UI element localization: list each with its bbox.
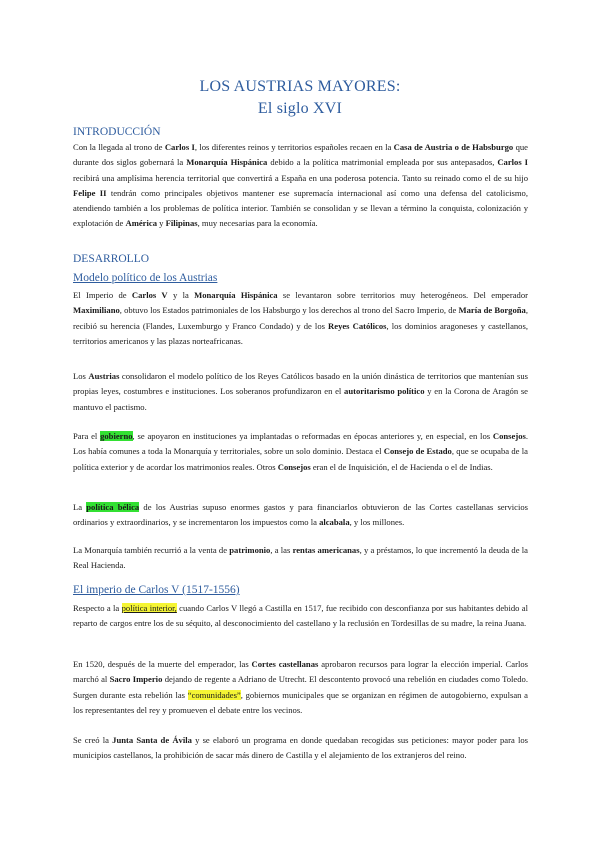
bold-term: Monarquía Hispánica	[186, 157, 268, 168]
highlighted-term: política interior,	[121, 603, 177, 613]
document-subtitle: El siglo XVI	[257, 100, 343, 117]
section-heading-charles-v: El imperio de Carlos V (1517-1556)	[73, 584, 240, 596]
bold-term: Cortes castellanas	[251, 659, 319, 669]
development-heading: DESARROLLO	[73, 253, 150, 265]
highlighted-term: “comunidades”	[187, 689, 241, 700]
bold-term: autoritarismo político	[344, 386, 425, 397]
intro-heading: INTRODUCCIÓN	[73, 126, 161, 138]
paragraph-junta-santa: Se creó la Junta Santa de Ávila y se elaboró un programa en donde quedaban recogidas sus peticiones: mayor poder para los municipios castellanos, la prohibición de sacar más dinero de Castilla y el alejamiento de los extranjeros del reino.	[73, 735, 528, 761]
bold-term: Maximiliano	[73, 305, 120, 316]
bold-term: Filipinas	[165, 218, 198, 229]
bold-term: Reyes Católicos	[328, 320, 387, 331]
bold-term: rentas americanas	[292, 545, 360, 555]
bold-term: Monarquía Hispánica	[194, 290, 278, 300]
paragraph-comunidades: En 1520, después de la muerte del emperador, las Cortes castellanas aprobaron recursos para lograr la elección imperial. Carlos marchó al Sacro Imperio dejando de regente a Adriano de Utrecht. El descontento provocó una rebelión en ciudades como Toledo. Surgen durante esta rebelión las “comunidades”, gobiernos municipales que se organizan en régimen de autogobierno, expulsan a los representantes del rey y promueven el debate entre los vecinos.	[73, 659, 528, 715]
document-title: LOS AUSTRIAS MAYORES:	[199, 78, 401, 95]
paragraph-empire: El Imperio de Carlos V y la Monarquía Hispánica se levantaron sobre territorios muy heterogéneos. Del emperador Maximiliano, obtuvo los Estados patrimoniales de los Habsburgo y los derechos al trono del Sacro Imperio, de María de Borgoña, recibió su herencia (Flandes, Luxemburgo y Franco Condado) y de los Reyes Católicos, los dominios aragoneses y castellanos, territorios americanos y las plazas norteafricanas.	[73, 290, 529, 346]
bold-term: Carlos V	[131, 290, 168, 300]
bold-term: Austrias	[88, 371, 120, 381]
paragraph-political-model: Los Austrias consolidaron el modelo político de los Reyes Católicos basado en la unión dinástica de territorios que mantenían sus propias leyes, costumbres e instituciones. Los soberanos profundizaron en el autoritarismo político y en la Corona de Aragón se mantuvo el pactismo.	[73, 371, 528, 412]
bold-term: Junta Santa de Ávila	[112, 735, 192, 745]
bold-term: Consejo de Estado	[383, 446, 452, 457]
bold-term: Sacro Imperio	[109, 674, 163, 685]
highlighted-term: gobierno	[100, 431, 133, 441]
bold-term: Carlos I	[164, 142, 195, 152]
intro-paragraph: Con la llegada al trono de Carlos I, los diferentes reinos y territorios españoles recaen en la Casa de Austria o de Habsburgo que durante dos siglos gobernará la Monarquía Hispánica debido a la política matrimonial empleada por sus antepasados, Carlos I recibirá una amplísima herencia territorial que convertirá a España en una poderosa potencia. Tanto su reinado como el de su hijo Felipe II tendrán como principales objetivos mantener ese supremacía internacional así como una defensa del catolicismo, atendiendo también a los problemas de política interior. También se consolidan y se llevan a término la conquista, colonización y explotación de América y Filipinas, muy necesarias para la economía.	[73, 142, 528, 229]
bold-term: patrimonio	[229, 545, 271, 555]
bold-term: Carlos I	[497, 157, 528, 168]
bold-term: Consejos	[492, 431, 526, 441]
paragraph-war-policy: La política bélica de los Austrias supuso enormes gastos y para financiarlos obtuvieron de las Cortes castellanas servicios ordinarios y extraordinarios, y se incrementaron los impuestos como la alcabala, y los millones.	[73, 502, 528, 528]
bold-term: Casa de Austria o de Habsburgo	[393, 142, 514, 152]
bold-term: América	[125, 218, 157, 229]
bold-term: alcabala	[319, 517, 350, 528]
highlighted-term: política bélica	[86, 502, 140, 512]
paragraph-finance: La Monarquía también recurrió a la venta de patrimonio, a las rentas americanas, y a préstamos, lo que incrementó la deuda de la Real Hacienda.	[73, 545, 528, 571]
bold-term: Consejos	[277, 461, 311, 472]
bold-term: Felipe II	[73, 187, 107, 198]
paragraph-councils: Para el gobierno, se apoyaron en instituciones ya implantadas o reformadas en épocas anteriores y, en especial, en los Consejos. Los había comunes a toda la Monarquía y territoriales, sobre un solo dominio. Destaca el Consejo de Estado, que se ocupaba de la política exterior y de acordar los matrimonios reales. Otros Consejos eran el de Inquisición, el de Hacienda o el de Indias.	[73, 431, 528, 472]
paragraph-interior-policy: Respecto a la política interior, cuando Carlos V llegó a Castilla en 1517, fue recibido con desconfianza por sus habitantes debido al reparto de cargos entre los de su séquito, al desconocimiento del castellano y la reclusión en Tordesillas de su madre, la reina Juana.	[73, 603, 528, 629]
bold-term: María de Borgoña	[458, 305, 526, 316]
section-heading-political-model: Modelo político de los Austrias	[73, 272, 218, 284]
